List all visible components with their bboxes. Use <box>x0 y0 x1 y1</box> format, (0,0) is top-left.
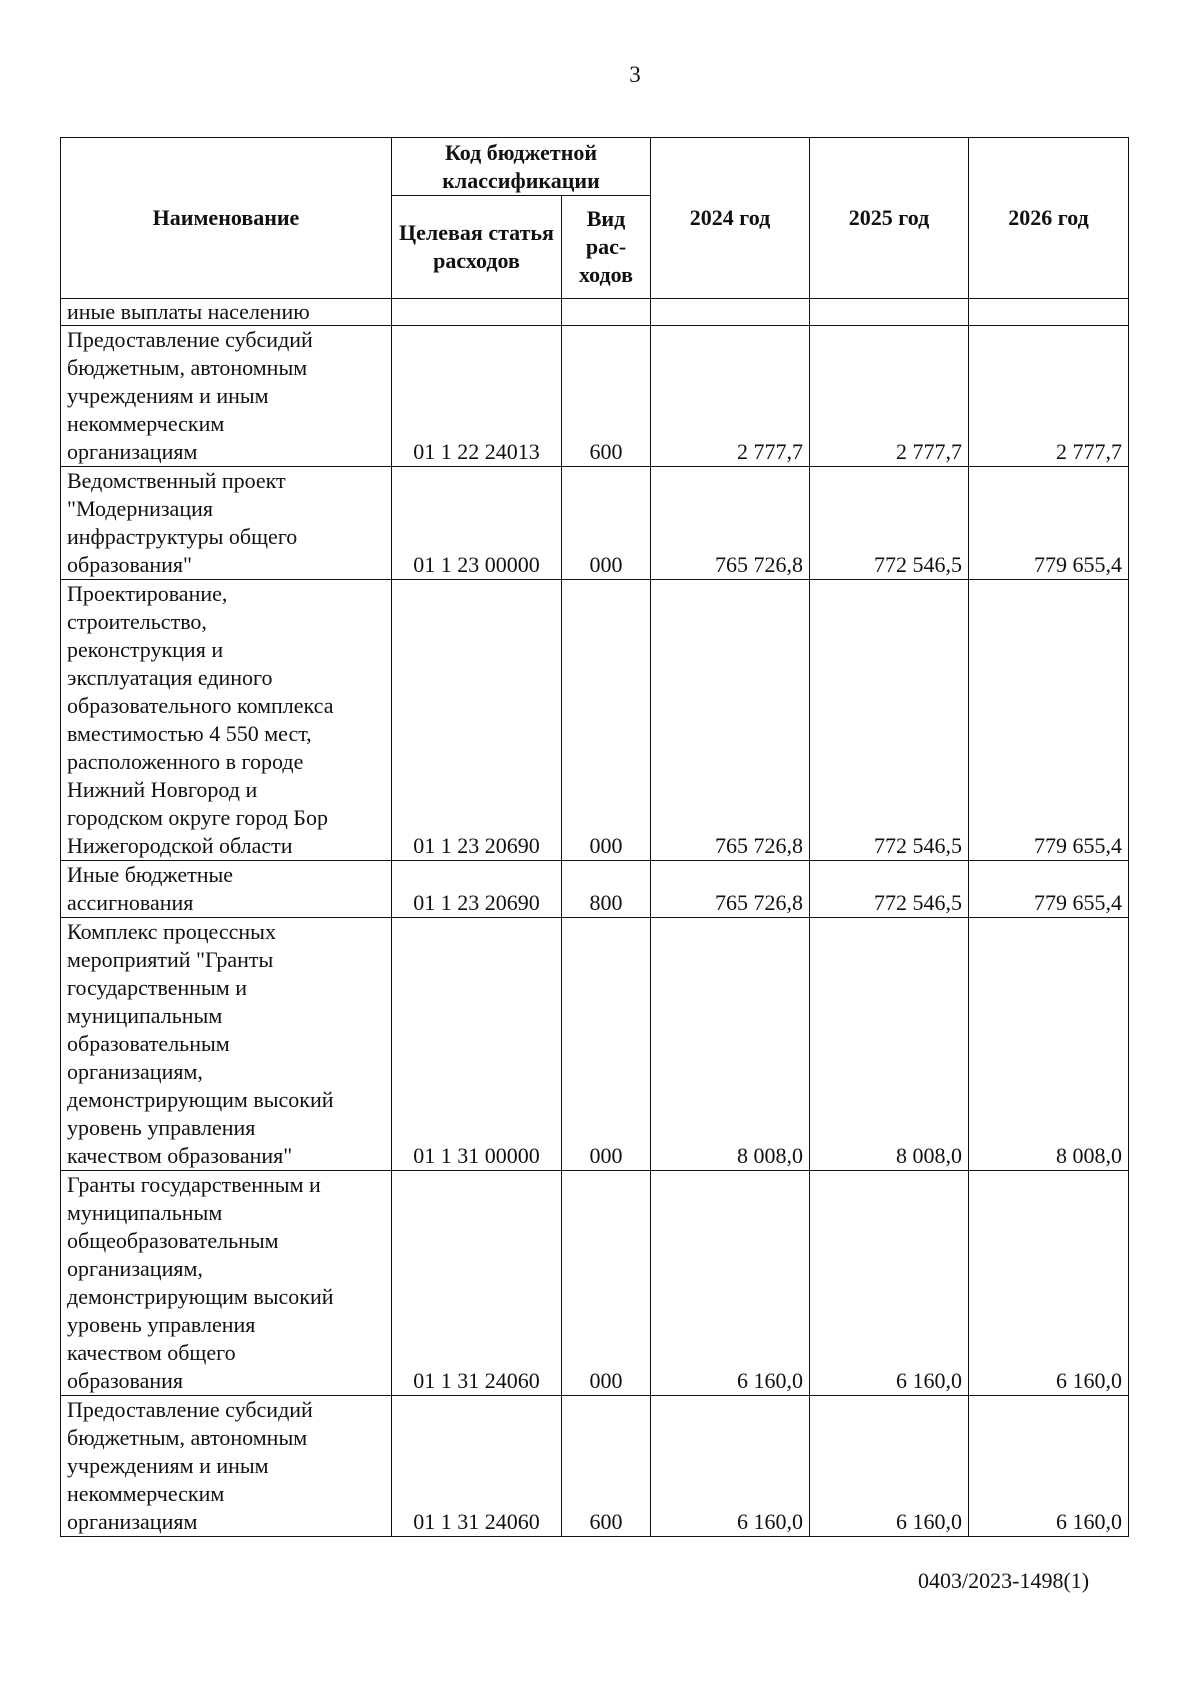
row-value-2024: 765 726,8 <box>651 467 810 580</box>
row-name: Проектирование, строительство, реконструкция и эксплуатация единого образовательного комплекса вместимостью 4 550 мест, расположенного в городе Нижний Новгород и городском округе город Бор Нижегородской области <box>61 580 392 861</box>
row-value-2026: 2 777,7 <box>969 326 1129 467</box>
table-row <box>61 918 1129 1171</box>
row-expense-kind: 000 <box>562 1171 651 1396</box>
table-row <box>61 1396 1129 1537</box>
page-number: 3 <box>629 62 641 87</box>
row-value-2026: 6 160,0 <box>969 1171 1129 1396</box>
row-expense-kind: 600 <box>562 326 651 467</box>
row-target-article: 01 1 22 24013 <box>392 326 562 467</box>
row-name: иные выплаты населению <box>61 299 392 326</box>
row-value-2024: 765 726,8 <box>651 580 810 861</box>
header-name: Наименование <box>61 138 392 299</box>
row-name: Иные бюджетные ассигнования <box>61 861 392 918</box>
row-value-2025: 2 777,7 <box>810 326 969 467</box>
row-value-2024: 6 160,0 <box>651 1396 810 1537</box>
row-expense-kind: 600 <box>562 1396 651 1537</box>
row-expense-kind: 000 <box>562 918 651 1171</box>
budget-table <box>60 137 1129 1537</box>
table-row <box>61 580 1129 861</box>
row-name: Предоставление субсидий бюджетным, автономным учреждениям и иным некоммерческим организациям <box>61 326 392 467</box>
row-name: Комплекс процессных мероприятий "Гранты государственным и муниципальным образовательным организациям, демонстрирующим высокий уровень управления качеством образования" <box>61 918 392 1171</box>
row-value-2024: 6 160,0 <box>651 1171 810 1396</box>
row-target-article: 01 1 23 20690 <box>392 861 562 918</box>
row-target-article <box>392 299 562 326</box>
row-target-article: 01 1 31 24060 <box>392 1396 562 1537</box>
row-expense-kind: 000 <box>562 467 651 580</box>
row-name: Ведомственный проект "Модернизация инфраструктуры общего образования" <box>61 467 392 580</box>
table-body <box>61 299 1129 1537</box>
row-value-2024: 2 777,7 <box>651 326 810 467</box>
row-target-article: 01 1 23 20690 <box>392 580 562 861</box>
row-target-article: 01 1 31 24060 <box>392 1171 562 1396</box>
row-value-2024 <box>651 299 810 326</box>
row-value-2025: 8 008,0 <box>810 918 969 1171</box>
header-2025: 2025 год <box>810 138 969 299</box>
row-target-article: 01 1 23 00000 <box>392 467 562 580</box>
table-header <box>61 138 1129 299</box>
row-value-2026 <box>969 299 1129 326</box>
header-code-group: Код бюджетной классификации <box>392 138 651 196</box>
header-2024: 2024 год <box>651 138 810 299</box>
header-target-article: Целевая статья расходов <box>392 196 562 299</box>
row-value-2026: 6 160,0 <box>969 1396 1129 1537</box>
row-expense-kind: 000 <box>562 580 651 861</box>
row-value-2024: 8 008,0 <box>651 918 810 1171</box>
header-expense-kind: Вид рас-ходов <box>562 196 651 299</box>
row-value-2026: 779 655,4 <box>969 467 1129 580</box>
header-2026: 2026 год <box>969 138 1129 299</box>
table-row <box>61 467 1129 580</box>
row-value-2025: 772 546,5 <box>810 467 969 580</box>
table-row <box>61 1171 1129 1396</box>
row-value-2026: 779 655,4 <box>969 580 1129 861</box>
row-expense-kind: 800 <box>562 861 651 918</box>
row-value-2025: 6 160,0 <box>810 1396 969 1537</box>
row-name: Предоставление субсидий бюджетным, автономным учреждениям и иным некоммерческим организациям <box>61 1396 392 1537</box>
row-value-2025: 6 160,0 <box>810 1171 969 1396</box>
row-expense-kind <box>562 299 651 326</box>
row-target-article: 01 1 31 00000 <box>392 918 562 1171</box>
table-row <box>61 326 1129 467</box>
row-name: Гранты государственным и муниципальным общеобразовательным организациям, демонстрирующим высокий уровень управления качеством общего образования <box>61 1171 392 1396</box>
row-value-2025: 772 546,5 <box>810 861 969 918</box>
row-value-2025: 772 546,5 <box>810 580 969 861</box>
document-code: 0403/2023-1498(1) <box>918 1568 1090 1593</box>
row-value-2026: 779 655,4 <box>969 861 1129 918</box>
row-value-2025 <box>810 299 969 326</box>
row-value-2026: 8 008,0 <box>969 918 1129 1171</box>
row-value-2024: 765 726,8 <box>651 861 810 918</box>
table-row <box>61 861 1129 918</box>
table-row <box>61 299 1129 326</box>
